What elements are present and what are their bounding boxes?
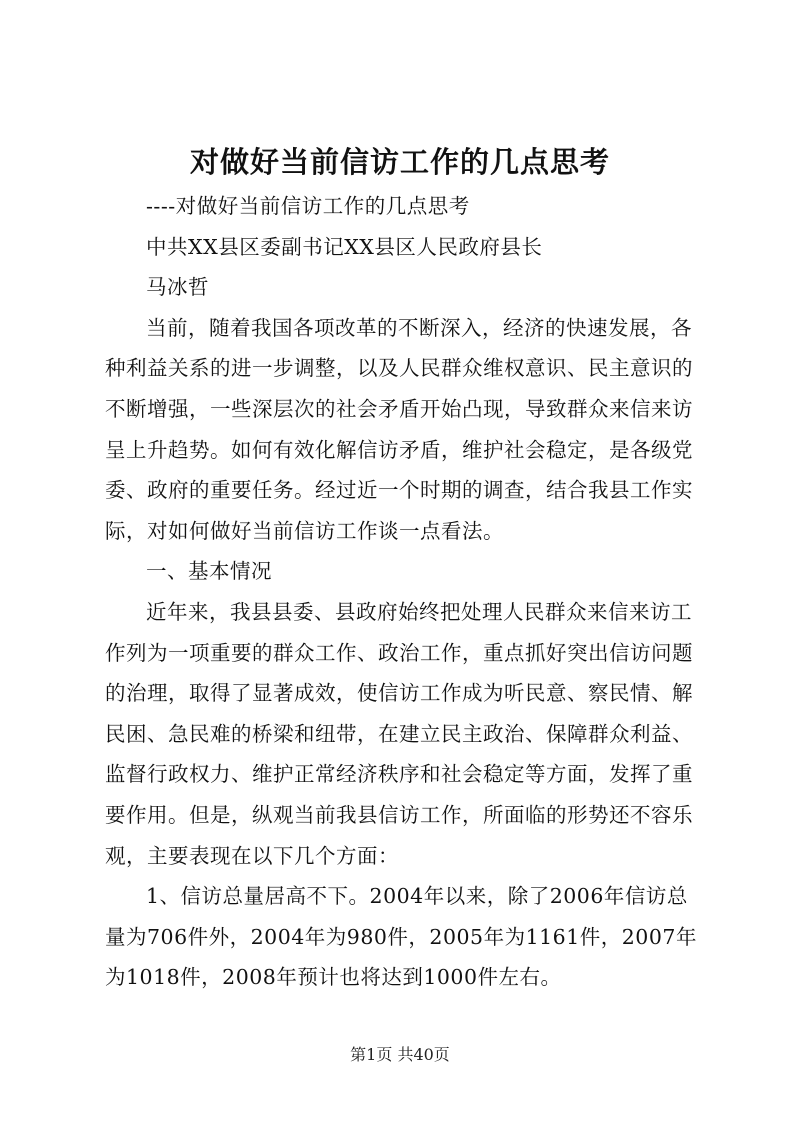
paragraph-line: 不断增强，一些深层次的社会矛盾开始凸现，导致群众来信来访 [105,396,693,421]
author-position-line: 中共XX县区委副书记XX县区人民政府县长 [146,234,543,259]
paragraph-line: 要作用。但是，纵观当前我县信访工作，所面临的形势还不容乐 [105,802,693,827]
paragraph-line: 监督行政权力、维护正常经济秩序和社会稳定等方面，发挥了重 [105,762,693,787]
paragraph-line: 当前，随着我国各项改革的不断深入，经济的快速发展，各 [146,315,692,340]
paragraph-line: 观，主要表现在以下几个方面： [105,843,399,868]
paragraph-line: 民困、急民难的桥梁和纽带，在建立民主政治、保障群众利益、 [105,721,693,746]
page-footer: 第1页 共40页 [350,1045,450,1064]
paragraph-line: 为1018件，2008年预计也将达到1000件左右。 [105,965,562,990]
paragraph-line: 际，对如何做好当前信访工作谈一点看法。 [105,518,504,543]
paragraph-line: 的治理，取得了显著成效，使信访工作成为听民意、察民情、解 [105,681,693,706]
paragraph-line: 1、信访总量居高不下。2004年以来，除了2006年信访总 [146,884,688,909]
document-body [105,186,715,998]
paragraph-line: 委、政府的重要任务。经过近一个时期的调查，结合我县工作实 [105,478,693,503]
document-title: 对做好当前信访工作的几点思考 [189,145,610,179]
paragraph-line: 量为706件外，2004年为980件，2005年为1161件，2007年 [105,924,697,949]
paragraph-line: 作列为一项重要的群众工作、政治工作，重点抓好突出信访问题 [105,640,693,665]
paragraph-line: 近年来，我县县委、县政府始终把处理人民群众来信来访工 [146,599,692,624]
paragraph-line: 种利益关系的进一步调整，以及人民群众维权意识、民主意识的 [105,356,693,381]
subtitle-line: ----对做好当前信访工作的几点思考 [146,194,470,218]
paragraph-line: 呈上升趋势。如何有效化解信访矛盾，维护社会稳定，是各级党 [105,437,693,462]
section-heading: 一、基本情况 [146,559,272,584]
author-name-line: 马冰哲 [146,275,209,300]
